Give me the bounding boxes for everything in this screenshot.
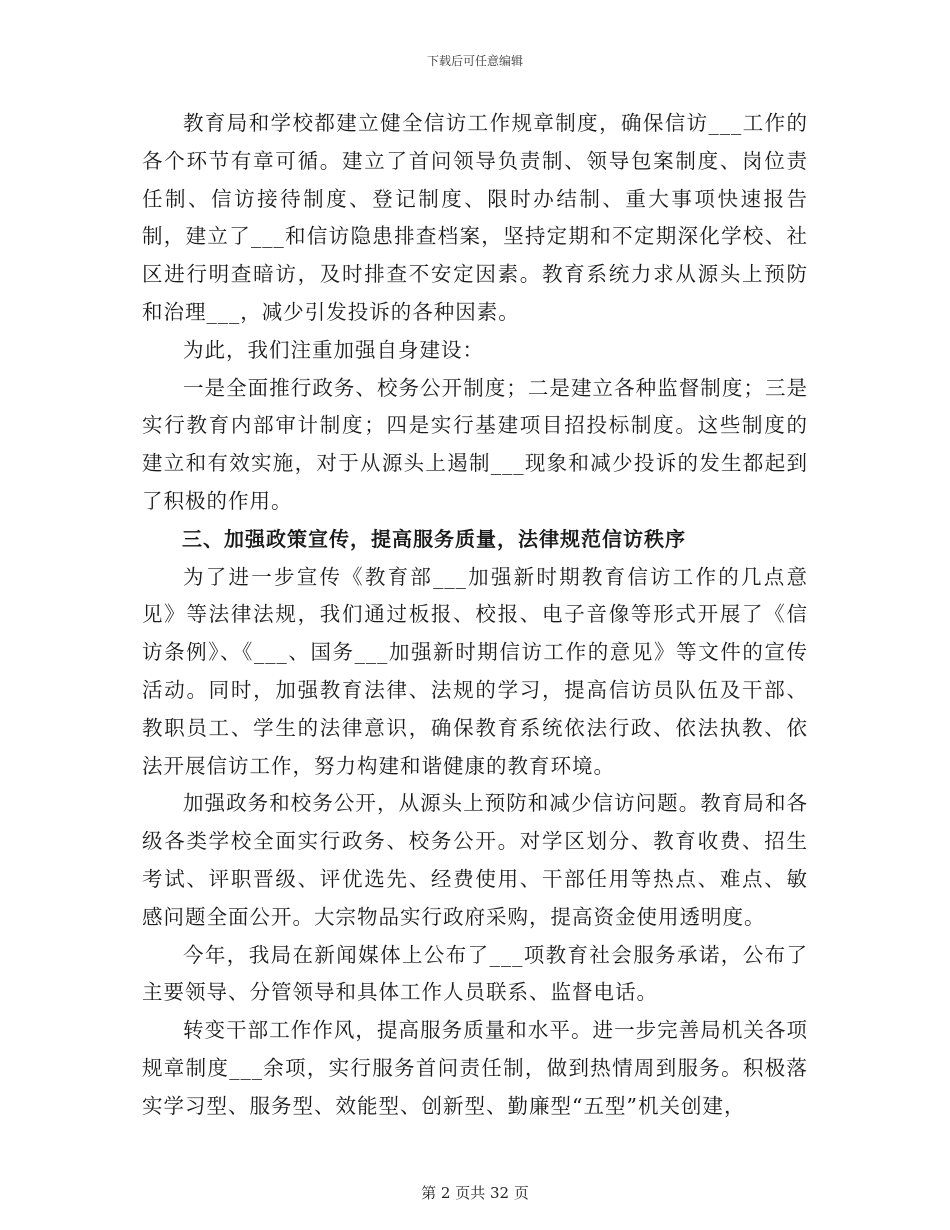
paragraph-policy-publicity: 为了进一步宣传《教育部___加强新时期教育信访工作的几点意见》等法律法规，我们通过板报、校报、电子音像等形式开展了《信访条例》、《___、国务___加强新时期信访工作的意见》等文件的宣传活动。同时，加强教育法律、法规的学习，提高信访员队伍及干部、教职员工、学生的法律意识，确保教育系统依法行政、依法执教、依法开展信访工作，努力构建和谐健康的教育环境。 — [142, 564, 808, 778]
paragraph-self-building-intro: 为此，我们注重加强自身建设： — [183, 337, 484, 362]
page-header: 下载后可任意编辑 — [426, 54, 523, 68]
paragraph-open-affairs: 加强政务和校务公开，从源头上预防和减少信访问题。教育局和各级各类学校全面实行政务、校务公开。对学区划分、教育收费、招生考试、评职晋级、评优选先、经费使用、干部任用等热点、难点、敏感问题全面公开。大宗物品实行政府采购，提高资金使用透明度。 — [142, 791, 808, 929]
paragraph-four-systems: 一是全面推行政务、校务公开制度；二是建立各种监督制度；三是实行教育内部审计制度；四是实行基建项目招投标制度。这些制度的建立和有效实施，对于从源头上遏制___现象和减少投诉的发生都起到了积极的作用。 — [142, 375, 808, 513]
document-body — [142, 105, 808, 1126]
paragraph-petition-rules: 教育局和学校都建立健全信访工作规章制度，确保信访___工作的各个环节有章可循。建立了首问领导负责制、领导包案制度、岗位责任制、信访接待制度、登记制度、限时办结制、重大事项快速报告制，建立了___和信访隐患排查档案，坚持定期和不定期深化学校、社区进行明查暗访，及时排查不安定因素。教育系统力求从源头上预防和治理___，减少引发投诉的各种因素。 — [142, 111, 808, 324]
section-heading-3: 三、加强政策宣传，提高服务质量，法律规范信访秩序 — [182, 526, 686, 551]
paragraph-work-style: 转变干部工作作风，提高服务质量和水平。进一步完善局机关各项规章制度___余项，实行服务首问责任制，做到热情周到服务。积极落实学习型、服务型、效能型、创新型、勤廉型“五型”机关创建， — [142, 1018, 808, 1118]
page-number-footer: 第 2 页共 32 页 — [421, 1184, 529, 1202]
paragraph-service-commitments: 今年，我局在新闻媒体上公布了___项教育社会服务承诺，公布了主要领导、分管领导和具体工作人员联系、监督电话。 — [142, 942, 808, 1005]
